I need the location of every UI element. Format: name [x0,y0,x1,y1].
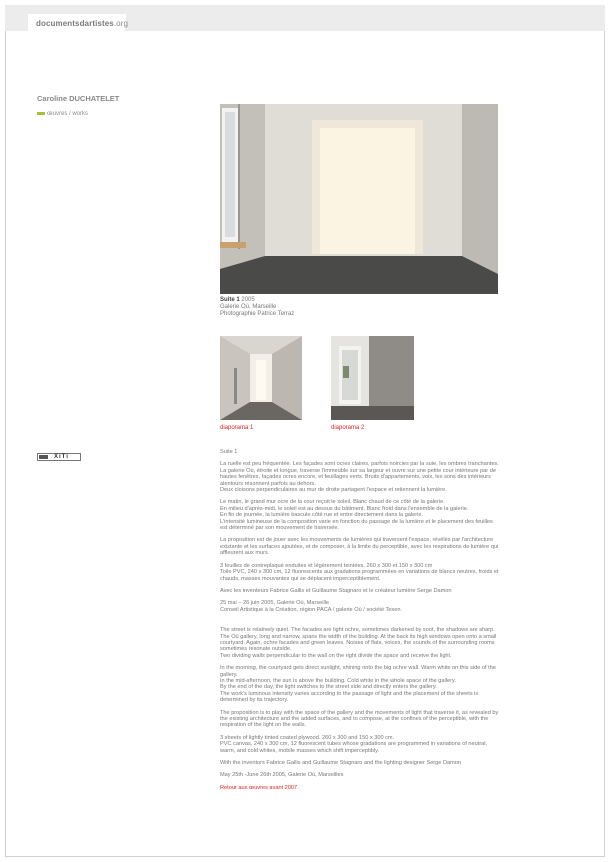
xiti-badge[interactable] [37,453,81,461]
text-paragraph-fr-3: La proposition est de jouer avec les mouvements de lumières qui traversent l'espace, révélés par l'architecture existante et les surfaces ajoutées, et de composer, à la limite du perceptible, avec les respirations de lumière qui affleurent aux murs. [220,537,499,557]
slideshow-1-link[interactable]: diaporama 1 [220,425,254,431]
text-paragraph-fr-5: Avec les inventeurs Fabrice Gallis et Guillaume Stagnaro et le créateur lumière Serge Damon [220,587,452,594]
caption-year: 2005 [239,297,255,303]
text-paragraph-fr-2: Le matin, le grand mur ocre de la cour reçoit le soleil. Blanc chaud de ce côté de la galerie. En milieu d'après-midi, le soleil est au dessus du bâtiment. Blanc froid dans l'ensemble de la galerie. En fin de journée, la lumière bascule côté rue et entre directement dans la galerie. L'intensité lumineuse de la composition varie en fonction du passage de la lumière et le placement des feuilles est déterminé par son mouvement de traversée. [220,499,493,532]
works-link[interactable]: œuvres / works [47,111,89,117]
main-photo [220,104,498,294]
slideshow-2-link[interactable]: diaporama 2 [331,425,365,431]
text-paragraph-fr-6: 25 mai – 26 juin 2005, Galerie Où, Marseille Conseil Artistique à la Création, région PACA / galerie Où / société Texen. [220,600,402,613]
caption-photo: Photographie Patrice Terraz [220,311,295,317]
text-heading: Suite 1 [220,449,238,455]
thumbnail-slideshow-1[interactable] [220,336,302,420]
text-paragraph-fr-1: La ruelle est peu fréquentée. Les façades sont ocres claires, parfois noircies par la suie, les ombres tranchantes. La galerie Où, étroite et longue, traverse l'immeuble sur sa largeur et ouvre sur une petite cour intérieure par de hautes fenêtres, façades ocres encore, et feuillages verts. Bruits d'appartements, voix, les sons des intérieurs alentours résonnent parfois au dehors. Deux cloisons perpendiculaires au mur de droite partagent l'espace et retiennent la lumière. [220,461,499,494]
text-paragraph-en-2: In the morning, the courtyard gets direct sunlight, shining onto the big ochre wall. Warm white on this side of the gallery. In the mid-afternoon, the sun is above the building. Cold white in the whole space of the gallery. By the end of the day, the light switches to the street side and directly enters the gallery. The work's luminous intensity varies according to the passage of light and the placement of the sheets is determined by its trajectory. [220,665,496,704]
description-text [220,449,500,797]
xiti-label: XiTi [54,454,69,460]
xiti-icon [39,455,48,459]
works-nav[interactable] [37,111,88,117]
caption-place: Galerie Où, Marseille [220,304,277,310]
text-paragraph-en-4: 3 sheets of lightly tinted coated plywood. 260 x 300 and 150 x 300 cm. PVC canvas, 240 x 300 cm, 12 fluorescent tubes whose gradations are programmed in variations of neutral, warm, and cold whites, mobile masses which shift imperceptibly. [220,734,488,754]
photo-caption [220,297,294,318]
brand-name: documentsdartistes [36,19,114,28]
artist-name: Caroline DUCHATELET [37,94,120,103]
thumbnail-slideshow-2[interactable] [331,336,414,420]
text-paragraph-en-5: With the inventors Fabrice Gallis and Guillaume Stagnaro and the lighting designer Serge Damon [220,760,461,767]
back-to-works-link[interactable]: Retour aux œuvres avant 2007 [220,784,298,791]
site-logo[interactable] [36,19,128,28]
text-paragraph-fr-4: 3 feuilles de contreplaqué enduites et légèrement teintées. 260 x 300 et 150 x 300 cm Toile PVC, 240 x 300 cm, 12 fluorescents aux gradations programmées en variations de blancs neutres, froids et chauds, masses mouvantes qui se déplacent imperceptiblement. [220,562,499,582]
brand-tld: .org [113,19,129,28]
text-paragraph-en-3: The proposition is to play with the space of the gallery and the movements of light that traverse it, as revealed by the existing architecture and the added surfaces, and to compose, at the confines of the perceptible, with the respiration of the light on the walls. [220,709,499,729]
bullet-dash-icon [37,112,45,115]
text-paragraph-en-6: May 25th -June 26th 2005, Galerie Où, Marseilles [220,772,344,779]
text-paragraph-en-1: The street is relatively quiet. The facades are light ochre, sometimes darkened by soot, the shadows are sharp. The Où gallery, long and narrow, spans the width of the building. At the back its high windows open onto a small courtyard. Again, ochre facades and green leaves. Noises of flats, voices, the sounds of the surrounding rooms sometimes resonate outside. Two dividing walls perpendicular to the wall on the right divide the space and receive the light. [220,627,497,659]
caption-title: Suite 1 [220,297,240,303]
